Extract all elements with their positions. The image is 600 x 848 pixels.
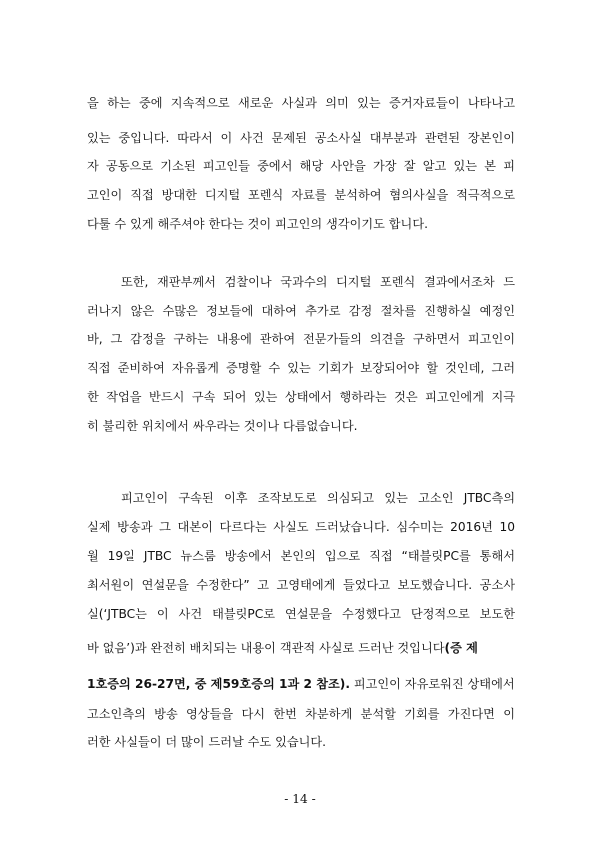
text-line — [87, 640, 515, 656]
text-line: 최서원이 연설문을 수정한다” 고 고영태에게 들었다고 보도했습니다. 공소사 — [87, 578, 515, 592]
text-segment: 바 없음’)과 완전히 배치되는 내용이 객관적 사실로 드러난 것입니다 — [87, 641, 445, 655]
text-line: 다툴 수 있게 해주셔야 한다는 것이 피고인의 생각이기도 합니다. — [87, 217, 428, 231]
text-line — [87, 676, 515, 692]
text-line: 히 불리한 위치에서 싸우라는 것이나 다름없습니다. — [87, 419, 358, 433]
text-line: 있는 중입니다. 따라서 이 사건 문제된 공소사실 대부분과 관련된 장본인이 — [87, 131, 515, 145]
text-line: 러한 사실들이 더 많이 드러날 수도 있습니다. — [87, 735, 327, 749]
text-segment: 피고인이 자유로워진 상태에서 — [349, 677, 515, 691]
text-line: 고인이 직접 방대한 디지털 포렌식 자료를 분석하여 혐의사실을 적극적으로 — [87, 188, 515, 202]
text-line: 을 하는 중에 지속적으로 새로운 사실과 의미 있는 증거자료들이 나타나고 — [87, 96, 515, 110]
text-line: 자 공동으로 기소된 피고인들 중에서 해당 사안을 가장 잘 알고 있는 본 피 — [87, 159, 515, 173]
text-line: 고소인측의 방송 영상들을 다시 한번 차분하게 분석할 기회를 가진다면 이 — [87, 707, 515, 721]
text-line: 실(‘JTBC는 이 사건 태블릿PC로 연설문을 수정했다고 단정적으로 보도한 — [87, 607, 515, 621]
text-line: 바, 그 감정을 구하는 내용에 관하여 전문가들의 의견을 구하면서 피고인이 — [87, 332, 515, 346]
text-line: 피고인이 구속된 이후 조작보도로 의심되고 있는 고소인 JTBC측의 — [121, 491, 515, 505]
text-line: 또한, 재판부께서 검찰이나 국과수의 디지털 포렌식 결과에서조차 드 — [121, 275, 515, 289]
text-line: 월 19일 JTBC 뉴스룸 방송에서 본인의 입으로 직접 “태블릿PC를 통해서 — [87, 549, 515, 563]
page-number: - 14 - — [284, 792, 316, 806]
text-line: 직접 준비하여 자유롭게 증명할 수 있는 기회가 보장되어야 할 것인데, 그러 — [87, 361, 515, 375]
citation-bold: (증 제 — [444, 641, 478, 655]
text-line: 한 작업을 반드시 구속 되어 있는 상태에서 행하라는 것은 피고인에게 지극 — [87, 390, 515, 404]
citation-bold: 1호증의 26-27면, 중 제59호증의 1과 2 참조). — [87, 677, 350, 691]
text-line: 실제 방송과 그 대본이 다르다는 사실도 드러났습니다. 심수미는 2016년 10 — [87, 520, 515, 534]
text-line: 러나지 않은 수많은 정보들에 대하여 추가로 감정 절차를 진행하실 예정인 — [87, 304, 515, 318]
